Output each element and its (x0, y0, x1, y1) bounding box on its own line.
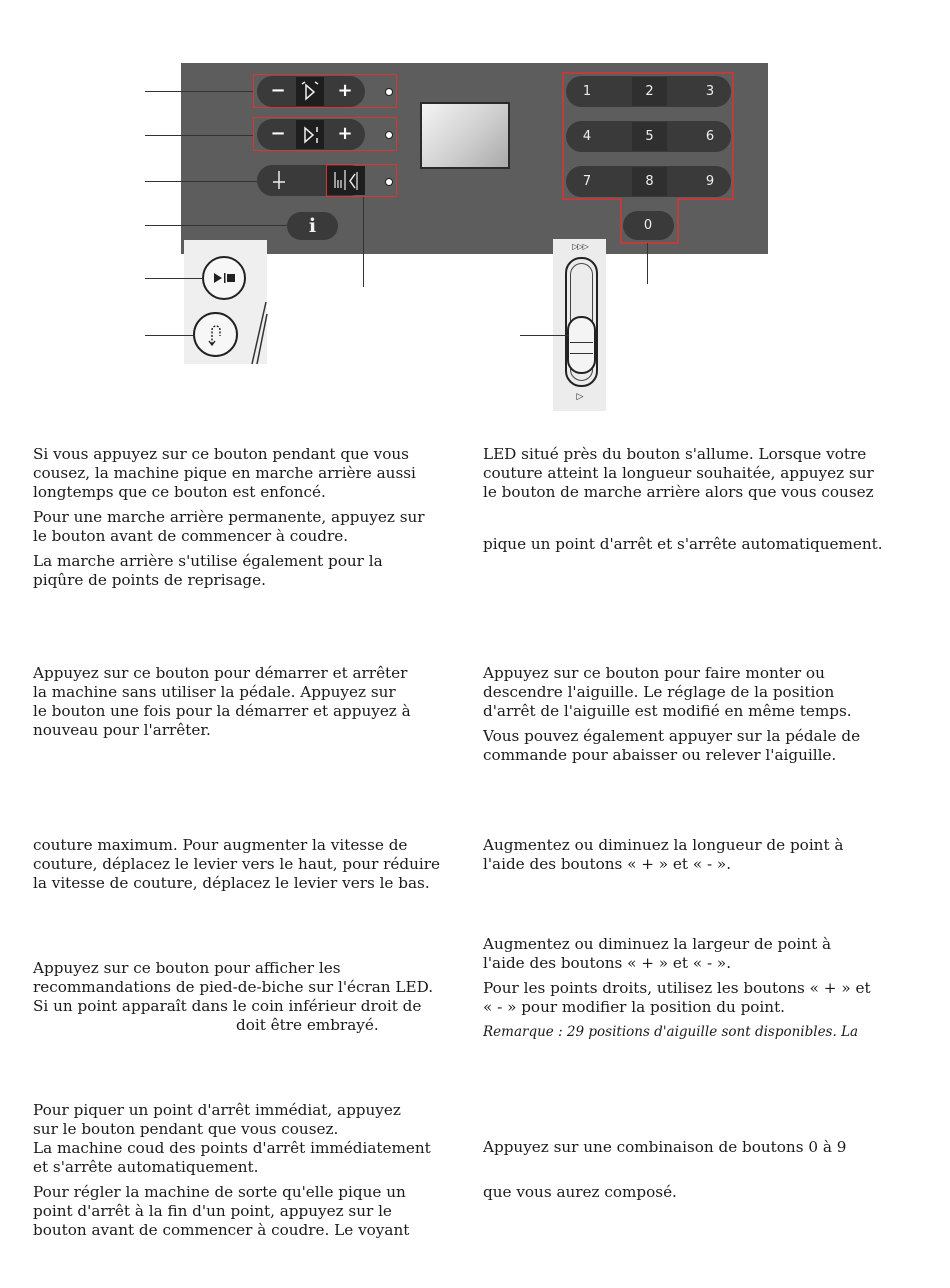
text-line: la vitesse de couture, déplacez le levier vers le bas. (33, 874, 430, 892)
plus-button[interactable]: + (337, 123, 353, 144)
number-button-5[interactable]: 5 (632, 122, 667, 151)
text-line: commande pour abaisser ou relever l'aiguille. (483, 746, 837, 764)
paragraph-needle (483, 664, 860, 765)
text-line: Pour piquer un point d'arrêt immédiat, appuyez (33, 1101, 401, 1119)
text-line: le bouton une fois pour la démarrer et appuyez à (33, 702, 411, 720)
reverse-icon (205, 322, 225, 348)
text-line: bouton avant de commencer à coudre. Le voyant (33, 1221, 410, 1239)
number-pad-callout-frame (560, 70, 740, 250)
text-line: la machine sans utiliser la pédale. Appuyez sur (33, 683, 396, 701)
paragraph-reverse-cont (483, 445, 874, 502)
text-line: point d'arrêt à la fin d'un point, appuyez sur le (33, 1202, 392, 1220)
text-line: « - » pour modifier la position du point. (483, 998, 785, 1016)
number-button-4[interactable]: 4 (582, 129, 592, 144)
text-line: Appuyez sur ce bouton pour démarrer et arrêter (33, 664, 408, 682)
text-line: Appuyez sur ce bouton pour faire monter ou (483, 664, 825, 682)
number-button-8[interactable]: 8 (632, 167, 667, 196)
number-button-1[interactable]: 1 (582, 84, 592, 99)
text-line: LED situé près du bouton s'allume. Lorsque votre (483, 445, 867, 463)
text-line: Vous pouvez également appuyer sur la pédale de (483, 727, 861, 745)
note-text: Remarque : 29 positions d'aiguille sont disponibles. La (483, 1024, 859, 1040)
minus-button[interactable]: − (270, 80, 286, 101)
text-line: Si vous appuyez sur ce bouton pendant que vous (33, 445, 409, 463)
text-line: couture atteint la longueur souhaitée, appuyez sur (483, 464, 874, 482)
info-button[interactable]: i (287, 212, 338, 240)
slider-bottom-label: ▷ (576, 392, 584, 402)
text-line: l'aide des boutons « + » et « - ». (483, 954, 732, 972)
paragraph-stitch-width (483, 935, 871, 1042)
text-line: couture, déplacez le levier vers le haut, pour réduire (33, 855, 441, 873)
paragraph-reverse (33, 445, 425, 590)
number-button-0[interactable]: 0 (643, 218, 653, 233)
paragraph-number-pad (483, 1138, 846, 1157)
leader-line (145, 181, 257, 182)
text-line: Augmentez ou diminuez la largeur de point à (483, 935, 832, 953)
callout-frame (253, 74, 397, 108)
number-button-6[interactable]: 6 (705, 129, 715, 144)
paragraph-info (33, 959, 433, 1035)
text-line: La marche arrière s'utilise également pour la (33, 552, 383, 570)
paragraph-reverse-end (483, 535, 883, 554)
text-line: pique un point d'arrêt et s'arrête automatiquement. (483, 535, 883, 553)
text-line: doit être embrayé. (236, 1016, 379, 1034)
text-line: que vous aurez composé. (483, 1183, 677, 1201)
text-line: recommandations de pied-de-biche sur l'écran LED. (33, 978, 434, 996)
leader-line (145, 91, 253, 92)
needle-up-down-icon[interactable] (268, 169, 290, 191)
text-line: descendre l'aiguille. Le réglage de la position (483, 683, 835, 701)
paragraph-speed (33, 836, 440, 893)
text-line: Si un point apparaît dans le coin inférieur droit de (33, 997, 422, 1015)
number-button-7[interactable]: 7 (582, 174, 592, 189)
text-line: le bouton avant de commencer à coudre. (33, 527, 349, 545)
text-line: La machine coud des points d'arrêt immédiatement (33, 1139, 431, 1157)
leader-line (145, 225, 287, 226)
plus-button[interactable]: + (337, 80, 353, 101)
number-button-3[interactable]: 3 (705, 84, 715, 99)
paragraph-tie-off (33, 1101, 431, 1240)
text-line: Appuyez sur une combinaison de boutons 0 à 9 (483, 1138, 847, 1156)
text-line: le bouton de marche arrière alors que vous cousez (483, 483, 874, 501)
text-line: sur le bouton pendant que vous cousez. (33, 1120, 339, 1138)
text-line: cousez, la machine pique en marche arrière aussi (33, 464, 416, 482)
text-line: Appuyez sur ce bouton pour afficher les (33, 959, 341, 977)
callout-frame (253, 117, 397, 151)
leader-line (363, 197, 364, 287)
leader-line (145, 278, 203, 279)
text-line: Pour une marche arrière permanente, appuyez sur (33, 508, 425, 526)
leader-line (647, 243, 648, 284)
text-line: d'arrêt de l'aiguille est modifié en même temps. (483, 702, 852, 720)
text-line: nouveau pour l'arrêter. (33, 721, 211, 739)
text-line: longtemps que ce bouton est enfoncé. (33, 483, 326, 501)
machine-edge-lines (246, 300, 268, 366)
minus-button[interactable]: − (270, 123, 286, 144)
text-line: piqûre de points de reprisage. (33, 571, 266, 589)
paragraph-number-pad-end (483, 1183, 677, 1202)
paragraph-stitch-length (483, 836, 843, 874)
text-line: Pour les points droits, utilisez les boutons « + » et (483, 979, 871, 997)
leader-line (145, 135, 253, 136)
text-line: et s'arrête automatiquement. (33, 1158, 259, 1176)
number-button-9[interactable]: 9 (705, 174, 715, 189)
text-line: Pour régler la machine de sorte qu'elle pique un (33, 1183, 406, 1201)
play-pause-icon (212, 270, 238, 286)
text-line: Augmentez ou diminuez la longueur de point à (483, 836, 844, 854)
text-line: l'aide des boutons « + » et « - ». (483, 855, 732, 873)
speed-slider-grip (570, 342, 593, 354)
leader-line (520, 335, 569, 336)
callout-frame (326, 164, 397, 197)
number-button-2[interactable]: 2 (632, 77, 667, 106)
lcd-screen (420, 102, 510, 169)
leader-line (145, 335, 195, 336)
text-line: couture maximum. Pour augmenter la vitesse de (33, 836, 408, 854)
paragraph-start-stop (33, 664, 411, 740)
slider-top-label: ▷▷▷ (572, 242, 588, 251)
